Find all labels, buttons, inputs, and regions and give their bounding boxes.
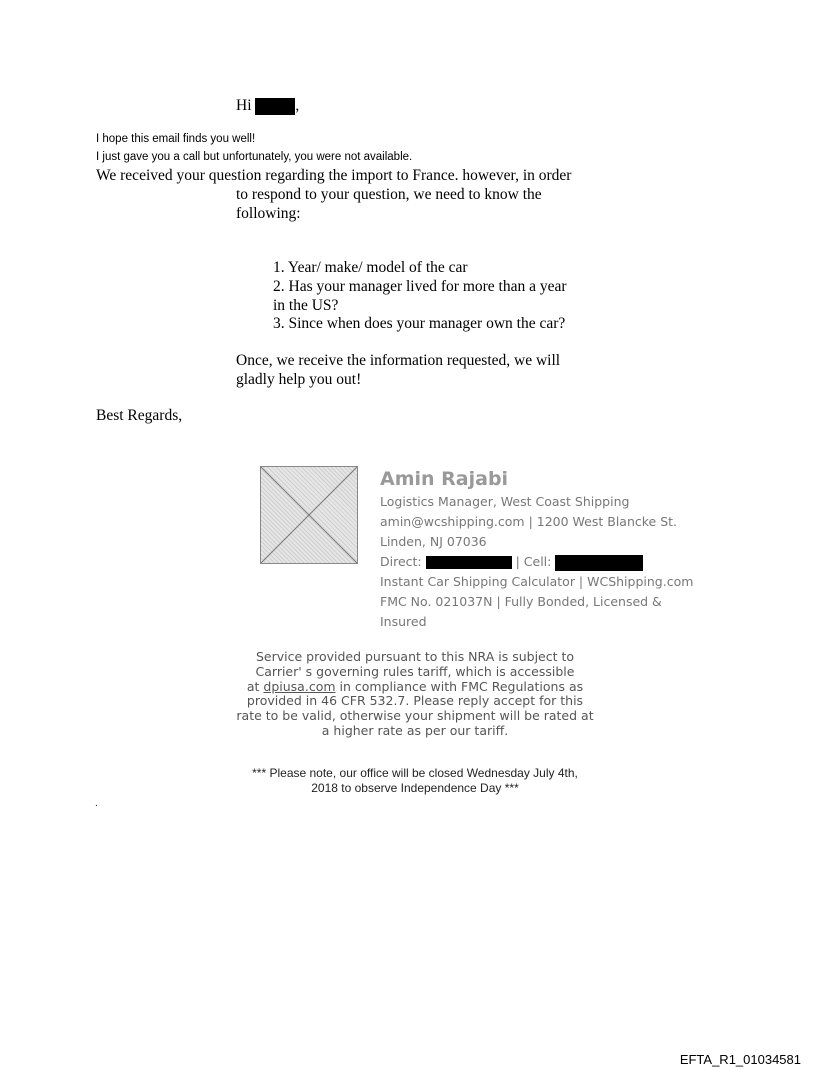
signature-city: Linden, NJ 07036 — [380, 534, 487, 549]
disclaimer-line-1: Service provided pursuant to this NRA is subject to — [255, 649, 575, 664]
list-item-lived-in-us: 2. Has your manager lived for more than a year — [273, 278, 567, 295]
body-paragraph-line-2: to respond to your question, we need to know the — [236, 186, 542, 203]
disclaimer-line-3-prefix: at — [246, 678, 264, 694]
direct-label: Direct: — [380, 554, 422, 569]
disclaimer-line-6: a higher rate as per our tariff. — [321, 722, 509, 738]
list-item-ownership-duration: 3. Since when does your manager own the car? — [273, 315, 566, 332]
stray-dot: . — [95, 798, 98, 809]
signature-phone-line — [380, 554, 643, 571]
dpiusa-link[interactable]: dpiusa.com — [263, 678, 336, 694]
signature-email-address: amin@wcshipping.com | 1200 West Blancke St. — [380, 514, 678, 529]
intro-line-2: I just gave you a call but unfortunately, you were not available. — [96, 151, 413, 163]
signature-title: Logistics Manager, West Coast Shipping — [380, 494, 630, 509]
sign-off: Best Regards, — [96, 407, 183, 424]
greeting-word: Hi — [236, 97, 252, 114]
list-item-year-make-model: 1. Year/ make/ model of the car — [273, 259, 468, 276]
signature-fmc-line: FMC No. 021037N | Fully Bonded, Licensed & — [380, 594, 662, 609]
disclaimer-line-5: rate to be valid, otherwise your shipment will be rated at — [236, 708, 594, 724]
intro-line-1: I hope this email finds you well! — [96, 133, 256, 145]
closing-line-1: Once, we receive the information requested, we will — [236, 352, 561, 369]
list-item-lived-in-us-continued: in the US? — [273, 297, 339, 314]
holiday-notice — [230, 766, 600, 796]
body-paragraph-line-1: We received your question regarding the import to France. however, in order — [96, 167, 572, 184]
disclaimer-line-4: provided in 46 CFR 532.7. Please reply accept for this — [246, 693, 584, 709]
signature-links-line: Instant Car Shipping Calculator | WCShipping.com — [380, 574, 694, 589]
redacted-cell-phone — [555, 555, 643, 571]
redacted-direct-phone — [426, 556, 512, 569]
disclaimer-line-3-suffix: in compliance with FMC Regulations as — [335, 678, 584, 694]
redacted-recipient-name — [255, 98, 295, 115]
nra-disclaimer — [230, 650, 600, 739]
broken-image-placeholder-icon — [260, 466, 358, 564]
greeting-punctuation: , — [295, 97, 300, 114]
greeting-line — [236, 97, 299, 115]
signature-name: Amin Rajabi — [380, 468, 509, 490]
disclaimer-line-3 — [230, 680, 600, 695]
holiday-notice-line-1: *** Please note, our office will be closed Wednesday July 4th, — [252, 766, 578, 780]
body-paragraph-line-3: following: — [236, 205, 301, 222]
cell-label: | Cell: — [515, 554, 552, 569]
disclaimer-line-2: Carrier' s governing rules tariff, which is accessible — [255, 663, 575, 679]
signature-fmc-line-continued: Insured — [380, 614, 427, 629]
document-id: EFTA_R1_01034581 — [679, 1052, 801, 1067]
holiday-notice-line-2: 2018 to observe Independence Day *** — [311, 781, 519, 795]
closing-line-2: gladly help you out! — [236, 371, 362, 388]
